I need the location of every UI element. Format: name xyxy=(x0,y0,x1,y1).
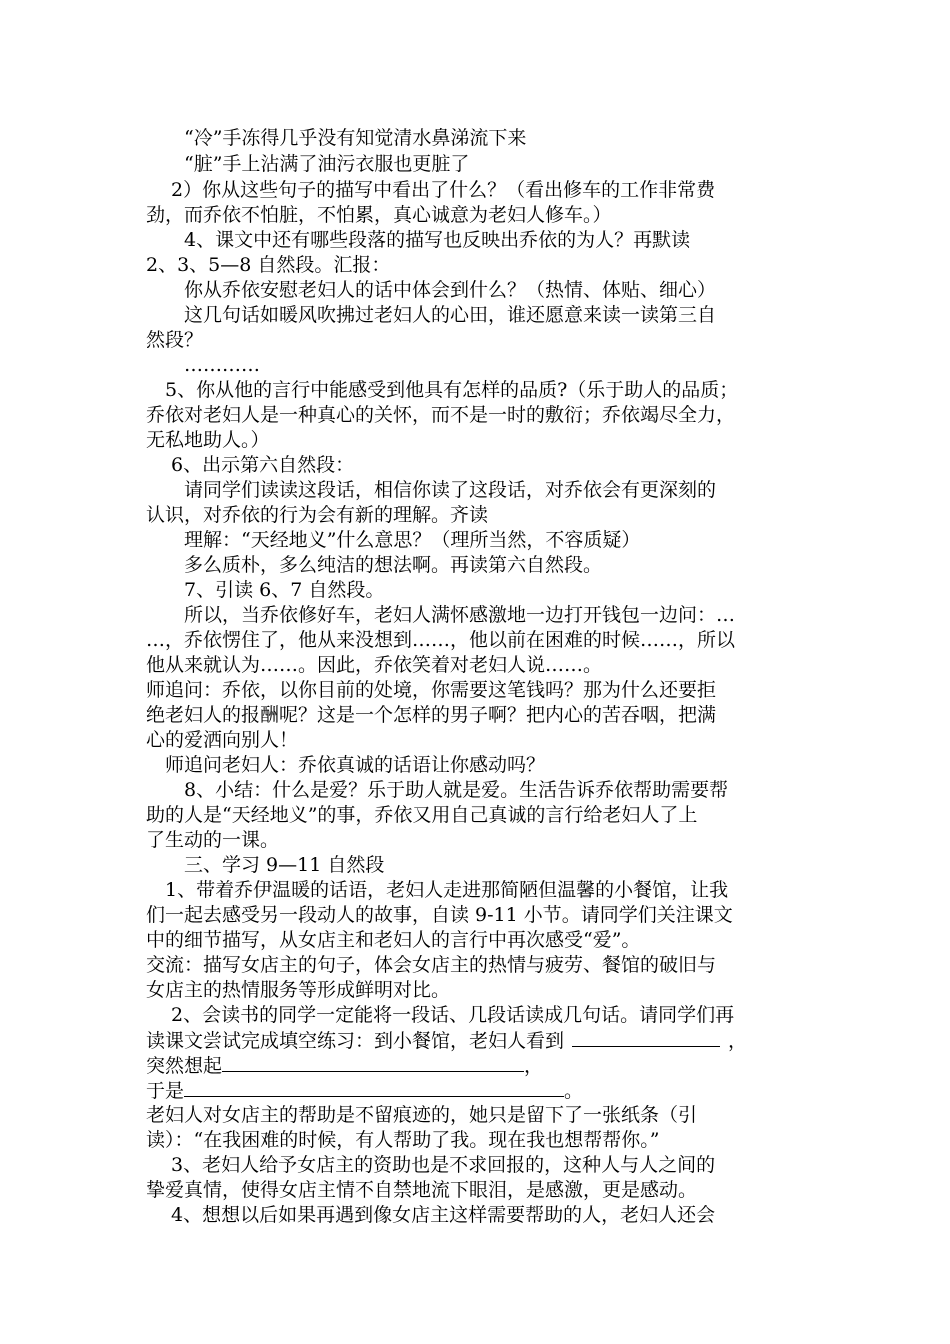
text-line: 师追问：乔依，以你目前的处境，你需要这笔钱吗？那为什么还要拒 xyxy=(146,679,717,701)
text-line: 6、出示第六自然段： xyxy=(146,454,355,476)
text-line: 读）：“在我困难的时候，有人帮助了我。现在我也想帮帮你。” xyxy=(146,1129,660,1151)
text-line: 师追问老妇人：乔依真诚的话语让你感动吗？ xyxy=(146,754,546,776)
blank-1 xyxy=(572,1028,720,1047)
text-line: 1、带着乔伊温暖的话语，老妇人走进那简陋但温馨的小餐馆，让我 xyxy=(146,879,729,901)
text-line: 4、课文中还有哪些段落的描写也反映出乔依的为人？再默读 xyxy=(146,229,691,251)
text-line: 所以，当乔依修好车，老妇人满怀感激地一边打开钱包一边问：… xyxy=(146,604,736,626)
text-line: 认识，对乔依的行为会有新的理解。齐读 xyxy=(146,504,489,526)
text-segment: ， xyxy=(524,1055,544,1077)
text-line: 2、3、5—8 自然段。汇报： xyxy=(146,254,391,276)
text-line: 4、想想以后如果再遇到像女店主这样需要帮助的人，老妇人还会 xyxy=(146,1204,716,1226)
blank-3 xyxy=(184,1078,564,1097)
text-line: 8、小结：什么是爱？乐于助人就是爱。生活告诉乔依帮助需要帮 xyxy=(146,779,729,801)
fill-in-line-3 xyxy=(146,1078,583,1103)
text-line: 请同学们读读这段话，相信你读了这段话，对乔依会有更深刻的 xyxy=(146,479,717,501)
text-line: 2、会读书的同学一定能将一段话、几段话读成几句话。请同学们再 xyxy=(146,1004,735,1026)
text-segment: 于是 xyxy=(146,1080,185,1102)
text-segment: 读课文尝试完成填空练习：到小餐馆，老妇人看到 xyxy=(146,1030,565,1052)
text-line: 交流：描写女店主的句子，体会女店主的热情与疲劳、餐馆的破旧与 xyxy=(146,954,717,976)
text-line: 7、引读 6、7 自然段。 xyxy=(146,579,385,601)
text-line: 5、你从他的言行中能感受到他具有怎样的品质?（乐于助人的品质； xyxy=(146,379,739,401)
text-line: 你从乔依安慰老妇人的话中体会到什么？（热情、体贴、细心） xyxy=(146,279,717,301)
fill-in-line-1 xyxy=(146,1028,747,1053)
fill-in-line-2 xyxy=(146,1053,543,1078)
text-line: 挚爱真情，使得女店主情不自禁地流下眼泪，是感激，更是感动。 xyxy=(146,1179,698,1201)
text-line: “冷”手冻得几乎没有知觉清水鼻涕流下来 xyxy=(146,127,527,149)
text-line: 无私地助人。） xyxy=(146,429,270,451)
text-line: 他从来就认为……。因此，乔依笑着对老妇人说……。 xyxy=(146,654,603,676)
text-line: 老妇人对女店主的帮助是不留痕迹的，她只是留下了一张纸条（引 xyxy=(146,1104,698,1126)
text-line: 女店主的热情服务等形成鲜明对比。 xyxy=(146,979,451,1001)
text-line: 劲，而乔依不怕脏，不怕累，真心诚意为老妇人修车。） xyxy=(146,204,612,226)
text-line: …，乔依愣住了，他从来没想到……，他以前在困难的时候……，所以 xyxy=(146,629,736,651)
text-segment: 。 xyxy=(564,1080,584,1102)
text-line: 2）你从这些句子的描写中看出了什么？（看出修车的工作非常费 xyxy=(146,179,716,201)
text-line: 中的细节描写，从女店主和老妇人的言行中再次感受“爱”。 xyxy=(146,929,641,951)
text-line: 了生动的一课。 xyxy=(146,829,280,851)
text-line: 多么质朴，多么纯洁的想法啊。再读第六自然段。 xyxy=(146,554,603,576)
text-line: 理解：“天经地义”什么意思？（理所当然，不容质疑） xyxy=(146,529,641,551)
text-segment: ， xyxy=(728,1030,748,1052)
text-line: 们一起去感受另一段动人的故事，自读 9-11 小节。请同学们关注课文 xyxy=(146,904,733,926)
text-line: 绝老妇人的报酬呢？这是一个怎样的男子啊？把内心的苦吞咽，把满 xyxy=(146,704,717,726)
text-line: 这几句话如暖风吹拂过老妇人的心田，谁还愿意来读一读第三自 xyxy=(146,304,717,326)
text-line: 然段？ xyxy=(146,329,204,351)
text-line: 助的人是“天经地义”的事，乔依又用自己真诚的言行给老妇人了上 xyxy=(146,804,698,826)
text-line: 3、老妇人给予女店主的资助也是不求回报的，这种人与人之间的 xyxy=(146,1154,716,1176)
text-line: “脏”手上沾满了油污衣服也更脏了 xyxy=(146,153,470,175)
text-line: 三、学习 9—11 自然段 xyxy=(146,854,385,876)
blank-2 xyxy=(222,1053,524,1072)
text-line: 心的爱洒向别人！ xyxy=(146,729,299,751)
text-line: 乔依对老妇人是一种真心的关怀，而不是一时的敷衍；乔依竭尽全力， xyxy=(146,404,736,426)
text-segment: 突然想起 xyxy=(146,1055,223,1077)
text-line: ………… xyxy=(146,354,261,376)
